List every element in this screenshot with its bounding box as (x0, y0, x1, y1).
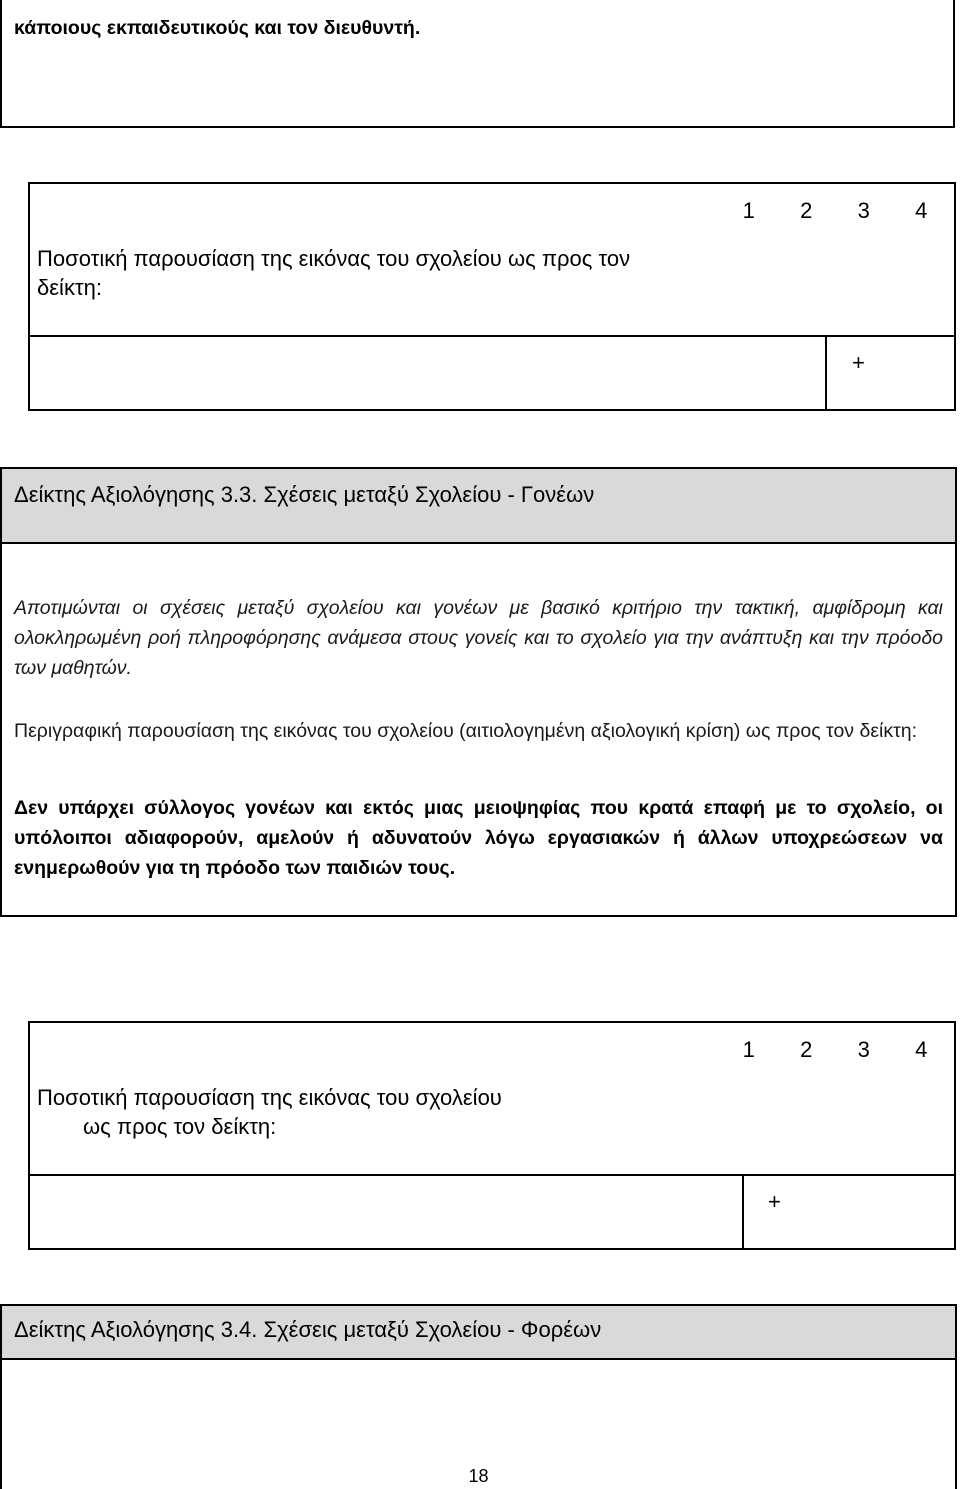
indicator-3-3-box (0, 467, 957, 917)
rating-label-line-2: ως προς τον δείκτη: (83, 1114, 277, 1139)
row-divider (30, 1174, 954, 1176)
scale-2: 2 (800, 198, 813, 223)
indicator-3-3-answer: Δεν υπάρχει σύλλογος γονέων και εκτός μιας μειοψηφίας που κρατά επαφή με το σχολείο, οι υπόλοιποι αδιαφορούν, αμελούν ή αδυνατούν λόγω εργασιακών ή άλλων υποχρεώσεων να ενημερωθούν για τη πρόοδο των παιδιών τους. (14, 797, 943, 879)
selected-rating-mark: + (768, 1189, 781, 1214)
row-divider (30, 335, 954, 337)
indicator-3-4-header (2, 1306, 955, 1360)
rating-table-1 (28, 182, 956, 411)
rating-label: Ποσοτική παρουσίαση της εικόνας του σχολείου ως προς τον δείκτη: (37, 246, 631, 300)
page-number: 18 (468, 1466, 489, 1486)
indicator-3-4-box (0, 1304, 957, 1489)
rating-scale (720, 196, 950, 226)
rating-table-2 (28, 1021, 956, 1250)
scale-1: 1 (742, 1037, 755, 1062)
column-divider (742, 1174, 744, 1248)
scale-2: 2 (800, 1037, 813, 1062)
rating-label (37, 1083, 677, 1141)
indicator-3-3-title: Δείκτης Αξιολόγησης 3.3. Σχέσεις μεταξύ Σχολείου - Γονέων (14, 482, 595, 507)
scale-1: 1 (742, 198, 755, 223)
indicator-3-3-description: Αποτιμώνται οι σχέσεις μεταξύ σχολείου και γονέων με βασικό κριτήριο την τακτική, αμφίδρομη και ολοκληρωμένη ροή πληροφόρησης ανάμεσα στους γονείς και το σχολείο για την ανάπτυξη και την πρόοδο των μαθητών. (14, 597, 943, 679)
column-divider (825, 335, 827, 409)
rating-scale (720, 1035, 950, 1065)
scale-3: 3 (857, 1037, 870, 1062)
rating-label-line-1: Ποσοτική παρουσίαση της εικόνας του σχολείου (37, 1085, 502, 1110)
selected-rating-mark: + (852, 350, 865, 375)
scale-4: 4 (915, 198, 928, 223)
top-box-text: κάποιους εκπαιδευτικούς και τον διευθυντή. (14, 17, 421, 39)
indicator-3-4-title: Δείκτης Αξιολόγησης 3.4. Σχέσεις μεταξύ Σχολείου - Φορέων (14, 1317, 602, 1342)
indicator-3-3-prompt: Περιγραφική παρουσίαση της εικόνας του σχολείου (αιτιολογημένη αξιολογική κρίση) ως προς τον δείκτη: (14, 720, 918, 742)
scale-3: 3 (857, 198, 870, 223)
text-box-top (0, 0, 955, 128)
scale-4: 4 (915, 1037, 928, 1062)
indicator-3-3-header (2, 469, 955, 544)
